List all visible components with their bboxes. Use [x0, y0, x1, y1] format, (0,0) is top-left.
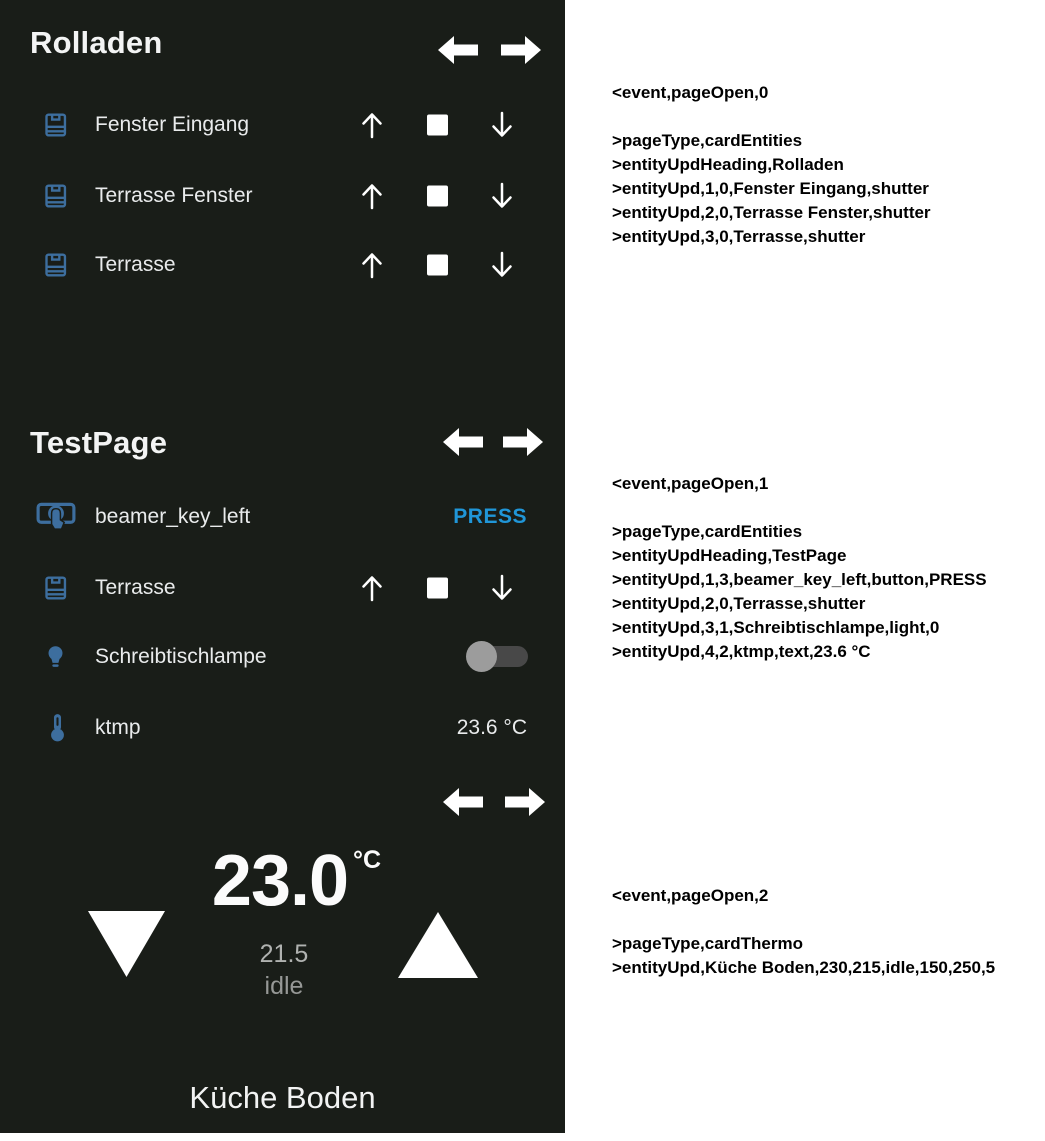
- current-temperature: 23.0: [211, 841, 349, 921]
- page-next-button[interactable]: [505, 787, 547, 817]
- entity-label: Terrasse: [95, 576, 176, 599]
- protocol-line: >pageType,cardThermo: [612, 934, 803, 953]
- temp-down-button[interactable]: [88, 911, 165, 977]
- protocol-line: >entityUpd,1,3,beamer_key_left,button,PRESS: [612, 570, 987, 589]
- press-button[interactable]: PRESS: [453, 503, 527, 531]
- temperature-unit: °C: [353, 846, 382, 874]
- protocol-block-0: [612, 81, 931, 249]
- triangle-down-icon: [88, 965, 165, 980]
- protocol-line: >entityUpd,4,2,ktmp,text,23.6 °C: [612, 642, 871, 661]
- protocol-event-line: <event,pageOpen,1: [612, 474, 769, 493]
- protocol-line: >entityUpdHeading,TestPage: [612, 546, 847, 565]
- protocol-block-1: [612, 472, 987, 664]
- entity-label: Terrasse: [95, 253, 176, 276]
- protocol-line: >entityUpd,2,0,Terrasse Fenster,shutter: [612, 203, 931, 222]
- protocol-log: [612, 0, 1045, 1141]
- hvac-state: idle: [264, 972, 304, 1000]
- protocol-line: >entityUpd,Küche Boden,230,215,idle,150,250,5: [612, 958, 996, 977]
- page-title: Rolladen: [30, 25, 163, 60]
- entity-label: Fenster Eingang: [95, 113, 250, 136]
- protocol-line: >entityUpd,2,0,Terrasse,shutter: [612, 594, 866, 613]
- entity-label: Terrasse Fenster: [95, 184, 253, 207]
- temp-up-button[interactable]: [398, 912, 478, 978]
- page-prev-button[interactable]: [443, 787, 485, 817]
- protocol-line: >pageType,cardEntities: [612, 131, 803, 150]
- protocol-line: >entityUpd,3,1,Schreibtischlampe,light,0: [612, 618, 940, 637]
- entity-label: Schreibtischlampe: [95, 645, 267, 668]
- protocol-block-2: [612, 884, 995, 980]
- sensor-value: 23.6 °C: [456, 716, 527, 739]
- arrow-right-icon: [505, 787, 547, 817]
- protocol-event-line: <event,pageOpen,0: [612, 83, 769, 102]
- protocol-line: >pageType,cardEntities: [612, 522, 803, 541]
- entity-label: beamer_key_left: [95, 505, 251, 528]
- thermostat-title: Küche Boden: [189, 1080, 376, 1115]
- protocol-line: >entityUpdHeading,Rolladen: [612, 155, 844, 174]
- arrow-left-icon: [443, 787, 485, 817]
- protocol-line: >entityUpd,1,0,Fenster Eingang,shutter: [612, 179, 929, 198]
- protocol-event-line: <event,pageOpen,2: [612, 886, 769, 905]
- target-temperature: 21.5: [259, 940, 309, 968]
- page-title: TestPage: [30, 425, 168, 460]
- protocol-line: >entityUpd,3,0,Terrasse,shutter: [612, 227, 866, 246]
- triangle-up-icon: [398, 966, 478, 981]
- entity-label: ktmp: [95, 716, 141, 739]
